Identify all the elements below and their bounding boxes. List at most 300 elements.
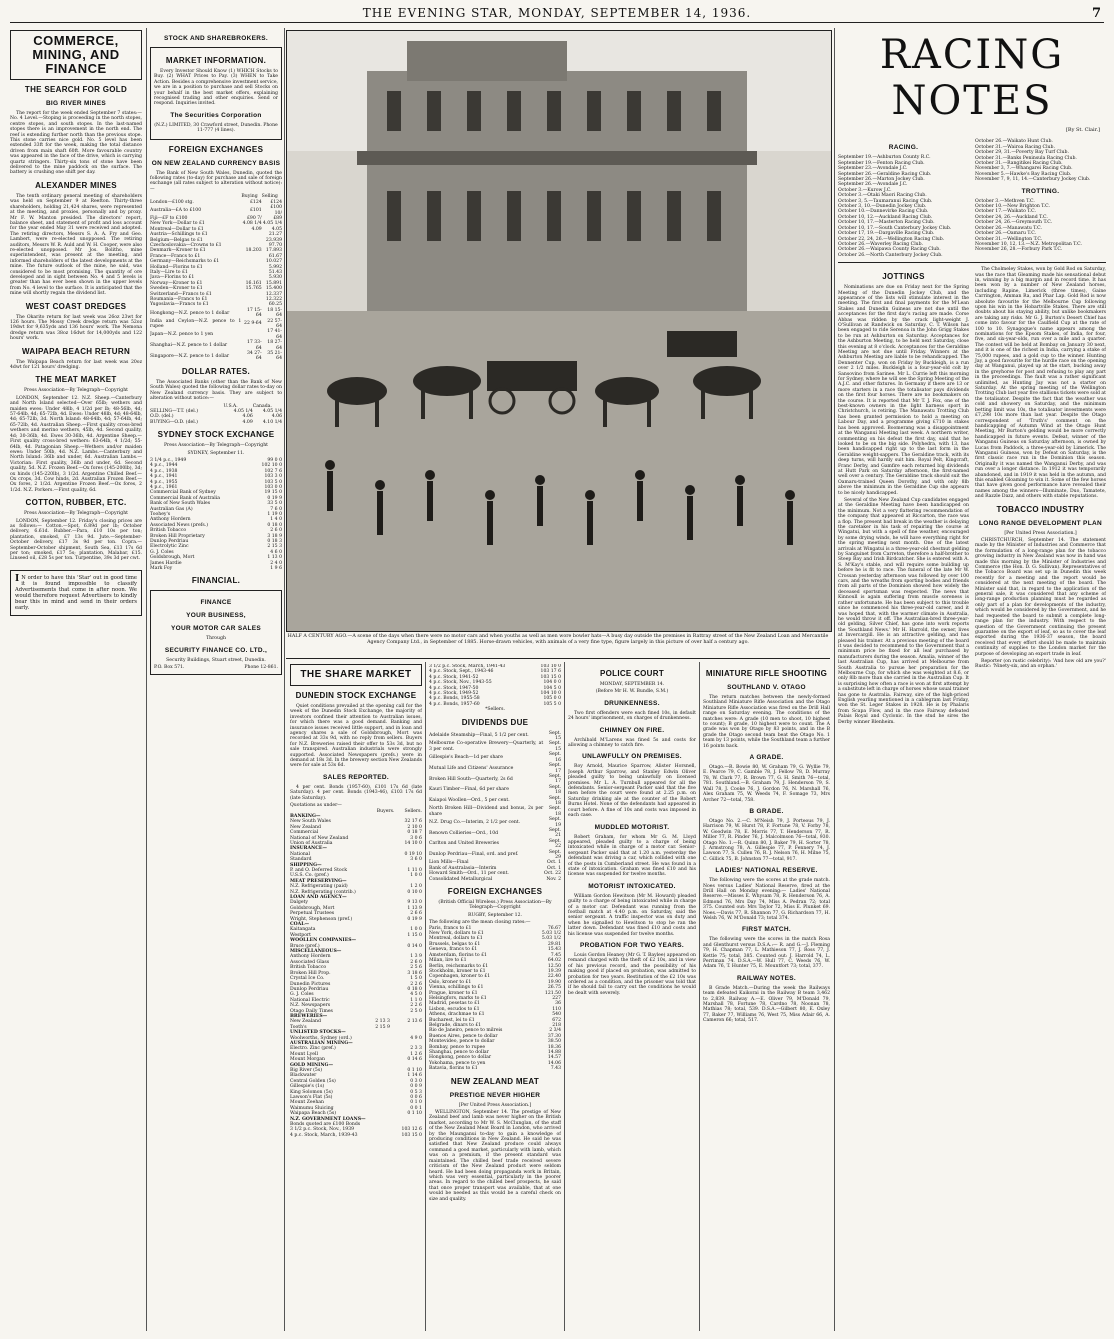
dollar-col-canada: Canada. [252, 403, 272, 409]
intoxicated-text: William Gordon Hewitson (Mr M. Howard) pleaded guilty to a charge of being intoxicated while in charge of a motor car. Defendant was running from the football match at 4.40 p.m. on Saturday, said the senior sergeant. A traffic inspector was on duty and when he signalled to Hewitson to stop he ran the latter down. Defendant was fined £10 and costs and his license was suspended for twelve months. [568, 893, 696, 937]
dividend-row [429, 839, 561, 850]
foreign-row-cell: Madrid, pesetas to £1 [429, 1001, 480, 1007]
forex-row [150, 351, 282, 362]
foreign-intro: The following are the mean closing rates:— [429, 920, 531, 926]
nz-meat-sub: PRESTIGE NEVER HIGHER [449, 1091, 541, 1099]
quotation-cell: 2 13 3 [375, 1019, 390, 1025]
racing-fixture: November 3, 7.—Whangarei Racing Club. [975, 166, 1073, 172]
sydney-row-cell: 2 6 0 [270, 528, 282, 534]
sydney-row-cell: 7 6 0 [270, 506, 282, 512]
quotation-cell: New Zealand [290, 824, 321, 830]
quotation-cell: Mount Lyell [290, 1051, 318, 1057]
dollar-table [150, 404, 282, 426]
sydney-row-cell: Anthony Hordern [150, 517, 191, 523]
dividend-row-cell: Renown Collieries—Ord., 10d [429, 830, 499, 836]
quotations-label: Quotations as under— [290, 803, 342, 809]
racing-fixture: October 10.—Dannevirke Racing Club. [838, 209, 929, 215]
racing-rule [838, 262, 1106, 263]
masthead-rule [10, 22, 1104, 23]
dividend-row-cell: Sept. 22 [548, 838, 561, 850]
forex-row-cell: Germany—Reichsmarks to £1 [150, 259, 220, 265]
forex-row-cell: Italy—Lire to £1 [150, 269, 188, 275]
dividend-row-cell: Consolidated Metallurgical [429, 876, 493, 882]
muddled-text: Robert Graham, for whom Mr G. M. Lloyd appeared, pleaded guilty to a charge of being intoxicated while in charge of a motor car. Senior-sergeant Packer said that at 1.20 a.m. yesterday the defendant was driving a car, which collided with one of the posts in Cumberland street. He was found in a state of intoxication. Graham was fined £10 and his license was suspended for twelve months. [568, 834, 696, 878]
dividend-row-cell: Adelaide Steamship—Final, 5 1/2 per cent. [429, 733, 529, 739]
quotation-cell: Blackwater [290, 1073, 317, 1079]
dividends-heading: DIVIDENDS DUE [461, 717, 529, 727]
commerce-title: COMMERCE, MINING, AND FINANCE [10, 30, 142, 80]
forex-row-cell: 15.400 [265, 286, 282, 292]
sydney-row-cell: 99 0 0 [267, 457, 282, 463]
finance-line-2: YOUR BUSINESS, [186, 612, 246, 620]
quotation-section-table [290, 868, 422, 879]
column-rule [146, 28, 147, 1331]
quotation-cell: 1 11 0 [407, 867, 422, 873]
rifle-column [703, 664, 830, 1334]
quotation-cell: 103 12 6 [401, 1127, 422, 1133]
racing-fixture: September 19.—Fenton Racing Club. [838, 160, 925, 166]
forex-row-cell: 51.43 [268, 269, 282, 275]
column-rule [284, 28, 285, 1331]
racing-fixture: October 26.—North Canterbury Jockey Club. [838, 252, 943, 258]
quotation-sections [290, 814, 422, 1138]
quotation-cell: 4 p.c. Stock, March, 1939-43 [290, 1132, 358, 1138]
forex-row-cell: £124 [270, 199, 282, 205]
sydney-row-cell: 4 6 0 [270, 549, 282, 555]
forex-heading: FOREIGN EXCHANGES [168, 144, 264, 154]
quotation-cell: Commercial [290, 830, 319, 836]
stock-column [150, 30, 282, 1330]
dividend-row-cell: Kaiapoi Woollen—Ord., 5 per cent. [429, 798, 510, 804]
tobacco-credit: [Per United Press Association.] [1004, 530, 1077, 536]
foreign-row-cell: 7.43 [550, 1066, 561, 1072]
foreign-row-cell: 218 [552, 1022, 561, 1028]
foreign-row-cell: Geneva, francs to £1 [429, 947, 478, 953]
dividend-row-cell: Oct. 22 [544, 871, 561, 877]
dividend-row-cell: North Broken Hill—Dividend and bonus, 2s per share [429, 806, 544, 817]
trotting-fixture: October 26.—Oamaru T.C. [975, 231, 1037, 237]
column-rule [564, 662, 565, 1331]
intoxicated-heading: MOTORIST INTOXICATED. [588, 882, 676, 890]
search-gold-text: The report for the week ended September 7 states:— No. 4 Level.—Stoping is proceeding in the north stopes, centre stopes, and south stopes. In the last-named stopes there is an improvement in the north end. The reef is extending further north than the previous stope. This stone carries nice gold. No. 5 level has been extended 33ft for the week, making the total distance driven from main shaft 60ft. More favourable country was appeared in the face of the drive, which is carrying quartz stringers. Thirty-six tons of stone have been delivered to the mine paddock on the surface. The battery is crushing one shift per day. [10, 111, 142, 176]
quotation-section-table [290, 1068, 422, 1117]
quotation-section-heading: WOOLLEN COMPANIES— [290, 938, 357, 944]
quotation-cell: 14 10 0 [404, 840, 422, 846]
racing-fixture: October 29, 31.—Poverty Bay Turf Club. [975, 150, 1069, 156]
quotation-cell: National [290, 851, 311, 857]
big-river-heading: BIG RIVER MINES [45, 100, 107, 107]
dollar-row [150, 420, 282, 425]
sales-reported-heading: SALES REPORTED. [323, 773, 389, 781]
sydney-row-cell: British Tobacco [150, 528, 187, 534]
quotation-cell: 0 1 10 [407, 1068, 422, 1073]
quotation-section-table [290, 927, 422, 938]
dividend-row [429, 796, 561, 807]
sydney-row-cell: Associated News (prefs.) [150, 522, 208, 528]
racing-fixture: November 5.—Hawke's Bay Racing Club. [975, 171, 1072, 177]
quotation-cell: Dalgety [290, 900, 308, 906]
dividend-row-cell: Sept. 19 [548, 817, 561, 828]
quotation-cell: 0 3 0 [410, 1078, 422, 1084]
foreign-dateline: RUGBY, September 12. [467, 912, 522, 918]
racing-fixture: November 7, 9, 11, 14.—Canterbury Jockey Club. [975, 177, 1091, 183]
forex-col-buying: Buying [241, 194, 258, 200]
page-number: 7 [1091, 6, 1102, 21]
quotation-cell: 0 18 0 [407, 986, 422, 992]
quotation-cell: N.Z. Newspapers [290, 1003, 331, 1009]
dividend-row-cell: Sept. 15 [548, 741, 561, 752]
sydney-row-cell: 1 19 0 [267, 512, 282, 517]
dividend-row-cell: Kauri Timber—Final, 6d per share [429, 787, 509, 793]
dollar-row-cell: 4.05 1/4 [262, 408, 282, 414]
forex-row-cell: 18 15-64 [267, 307, 282, 319]
search-gold-heading: THE SEARCH FOR GOLD [24, 85, 128, 94]
racing-byline: [By St. Clair.] [1065, 127, 1100, 133]
fixtures-heading: RACING. [888, 144, 919, 152]
foreign-row-cell: Bucharest, lei to £1 [429, 1017, 475, 1023]
quotation-section-heading: MISCELLANEOUS— [290, 949, 342, 955]
market-info-ad [150, 47, 282, 140]
forex-row-cell: Holland—Florins to £1 [150, 264, 203, 270]
racing-fixture: October 31.—Rangitikei Racing Club. [975, 161, 1063, 167]
racing-fixture: October 10, 12.—Auckland Racing Club. [838, 214, 933, 220]
racing-fixture: October 26.—Waikato Hunt Club. [975, 139, 1053, 145]
govt-loan-row-cell: 103 17 6 [540, 669, 561, 675]
dunedin-exchange-heading: DUNEDIN STOCK EXCHANGE [295, 691, 417, 700]
racing-title: RACING NOTES [879, 32, 1065, 124]
quotation-cell: 1 2 0 [410, 884, 422, 890]
foreign-row-cell: Amsterdam, florins to £1 [429, 952, 487, 958]
forex-row-cell: Switzerland—Francs to £1 [150, 291, 212, 297]
quotation-cell: 32 17 6 [404, 819, 422, 825]
quotation-section-table [290, 819, 422, 846]
dividend-row [429, 785, 561, 796]
quotation-cell: British Tobacco [290, 965, 327, 971]
dividend-row-cell: Sept. 15 [548, 730, 561, 742]
quotation-cell: Dunlop Perdriau [290, 986, 329, 992]
racing-fixture: October 3.—Otaki Maori Racing Club. [838, 193, 927, 199]
rifle-text: The return matches between the newly-formed Southland Miniature Rifle Association and the Otago Miniature Rifle Association was fired on the Drill Hall range on Saturday evening. The conditions of the matches were: A grade (10 men to shoot, 10 highest to count); B grade, 10 highest were to count. The A grade was won by Otago by 83 points, and in the B grade the Otago second team beat the Otago No. 1 team by 13 points, while the Southland team a further 16 points back. [703, 695, 830, 749]
foreign-row-cell: 14.88 [547, 1050, 561, 1055]
quotation-cell: N.Z. Refrigerating (paid) [290, 884, 348, 890]
quotation-cell: Woolworths, Sydney (ord.) [290, 1035, 352, 1041]
forex-row-cell: 4.09 [251, 226, 262, 232]
forex-row [150, 319, 282, 330]
col-buyers: Buyers. [376, 808, 395, 814]
foreign-row-cell: Helsingfors, marks to £1 [429, 995, 487, 1001]
dividend-row-cell: Sept. 21 [548, 827, 561, 839]
sydney-row-cell: 4 p.c., 1961 [150, 484, 178, 490]
dividends-table [429, 731, 561, 882]
forex-row-cell: Austria—Schillings to £1 [150, 232, 208, 238]
foreign-row-cell: 37.30 [547, 1033, 561, 1039]
foreign-exchanges-heading: FOREIGN EXCHANGES [447, 887, 543, 897]
forex-row-cell: 18.203 [245, 248, 262, 254]
quotation-cell: Lawson's Flat (5s) [290, 1095, 333, 1101]
quotation-row [290, 1133, 422, 1138]
rifle-sub: SOUTHLAND V. OTAGO [727, 684, 806, 691]
sydney-row-cell: 4 p.c., 1941 [150, 474, 178, 480]
share-market-text: Quiet conditions prevailed at the opening call for the week of the Dunedin Stock Exchange, the majority of investors confined their attention to Australian issues, for which there was a good demand. Banking and insurance issues received little support, and in loan and agency shares a sale of Goldsbrough, Mort was recorded at 33s 9d, with no reply from sellers. Buyers for N.Z. Breweries raised their offer to 53s 3d, but no sale transpired. Australian industrials were strongly supported. Associated Newspapers (prefs.) were in demand at 18s 3d. In the brewery section New Zealands were for sale at 53s 6d. [290, 704, 422, 769]
forex-row-cell: Czechoslovakia—Crowns to £1 [150, 242, 222, 248]
forex-row-cell: 5.930 [268, 275, 282, 281]
quotation-cell: Mount Zeehan [290, 1100, 324, 1106]
foreign-row-cell: 26.75 [547, 985, 561, 991]
quotation-cell: National Electric [290, 997, 330, 1003]
quotation-cell: Westport [290, 932, 312, 938]
govt-loan-row-cell: 104 5 0 [543, 685, 561, 691]
railway-text: B Grade Match.—During the week the Railways team defeated Kaikorai in the Railway B team 3,462 to 2,839. Railway A.—E. Oliver 79, M'Donald 79, Marshall 78, Fortune 78, Cardno 78, Noonan 78, Mathias 78; total, 539. D.S.A.—Gilbert 80, E. Oxley 77, Baker 77, Williams 76, West 75, Miss Adair 66, A. Cameron 66; total, 517. [703, 985, 830, 1024]
meat-market-text: LONDON, September 12. N.Z. Sheep.—Canterbury and North Island selected—Over 65lb; wethers and maiden ewes: Under 48lb, 4 1/2d per lb; 48-56lb, 4d; 57-64lb, 4d; 65-72lb, 4d. Ewes: Under 48lb, 4d; 48-64lb, 4d; 65-72lb, 3d. North Island: 48-64lb, 4d; 57-64lb, 4d; 65-72lb, 4d. Australian Sheep.—First quality cross-bred wethers and merino wethers, 45lb, 4d. Second quality, 4d; 30-36lb, 4d. Ewes 30-36lb, 4d. Argentine Sheep.—First quality cross-bred wethers: 63-64lb, 4 1/2d; 55-64lb, 4d. Patagonian Sheep.—Wethers and/or maiden ewes: Under 50lb, 4d. N.Z. Lambs.—Canterbury and North Island: 36lb and under, 6d. Australian Lambs.—Victorian: First quality, 36lb and under, 6d. Second quality, 5d. N.Z. Frozen Beef.—Ox fores (145-200lb), 3d; ox hinds (145-220lb), 3 1/2d. Argentine Chilled Beef.—Ox crops, 3d. Cow hinds, 2d. Australian Frozen Beef.—Ox fores, 2 1/2d. Argentine Frozen Beef.—Ox fores, 2 1/2d. N.Z. Porkers.—First quality, 6d. [10, 395, 142, 493]
sydney-row-cell: Commercial Bank of Australia [150, 495, 220, 501]
finance-line-3: YOUR MOTOR CAR SALES [170, 625, 262, 633]
quotation-section-heading: UNLISTED STOCKS— [290, 1030, 346, 1036]
quotation-cell: 2 13 6 [407, 1019, 422, 1025]
foreign-row-cell: Montevideo, pence to dollar [429, 1039, 495, 1045]
dividends-column [429, 664, 561, 1334]
quotation-cell: Perpetual Trustees [290, 911, 335, 917]
west-coast-text: The Okarito return for last week was 26oz 23wt for 126 hours. The Mossy Creek dredge return was 52oz 19dwt for 9,635yds and 136 hours' work. The Nemona dredge return was 38oz 16dwt for 14,000yds and 122 hours' work. [10, 314, 142, 342]
foreign-row-cell: 22.40 [547, 974, 561, 980]
quotation-section-heading: GOLD MINING— [290, 1062, 334, 1068]
tobacco-sub: LONG RANGE DEVELOPMENT PLAN [979, 519, 1102, 527]
quotation-cell: 0 0 1 [410, 1105, 422, 1111]
racing-fixture: September 26.—Marton Jockey Club. [838, 177, 925, 183]
dollar-row-cell: 4.06 [242, 414, 253, 420]
forex-row-cell: Java—Florins to £1 [150, 275, 195, 281]
quotation-cell: 1 13 9 [407, 905, 422, 911]
quotation-cell: 103 15 0 [401, 1132, 422, 1138]
foreign-row-cell: 12.50 [547, 963, 561, 969]
cotton-heading: COTTON, RUBBER, ETC. [25, 498, 127, 508]
dividend-row-cell: Sept. 29 [548, 849, 561, 860]
quotation-cell: 2 2 6 [410, 981, 422, 987]
govt-loan-row-cell: 103 10 0 [540, 664, 561, 669]
b-grade-text: Otago No. 2.—C. M'Neish 79, J. Porteous 79, J. Harrison 79, W. Hurst 78, F. Fortune 78, V. Forby 78, W. Goodwin 78, E. Morris 77, T. Henderson 77, R. Miller 77, R. Pinder 76, J. Malcolmson 76—total, 930. Otago No. 1.—R. Quinn 80, J. Baker 79, H. Sorter 78, J. Armstrong 78, A. Gillespie 77, P. Fennery 74, J. Lawson 77, S. Cullen 76, R. J. Nelson 76, H. Milne 75, C. Gillick 75, B. Johnston 77—total, 917. [703, 818, 830, 862]
quotation-cell: 2 15 9 [375, 1024, 390, 1030]
foreign-row-cell: 2 3/4 [549, 1028, 561, 1034]
quotation-cell: Dunedin Pictures [290, 981, 331, 987]
sydney-row-cell: 103 5 0 [264, 479, 282, 485]
sydney-row-cell: Bank of New South Wales [150, 501, 211, 507]
racing-fixture: October 22, 24, 26.—Wellington Racing Club. [838, 236, 945, 242]
quotation-section-heading: BREWERIES— [290, 1013, 328, 1019]
nz-meat-heading: NEW ZEALAND MEAT [450, 1076, 540, 1086]
foreign-row-cell: 29.81 [547, 941, 561, 947]
sydney-row-cell: 102 7 6 [264, 468, 282, 474]
quotation-cell: 3 6 0 [410, 857, 422, 863]
foreign-row-cell: 14.06 [547, 1060, 561, 1066]
quotation-cell: Standard [290, 857, 312, 863]
commerce-column [10, 30, 142, 1330]
sydney-row-cell: 102 10 0 [261, 463, 282, 469]
securities-address: (N.Z.) LIMITED, 30 Crawford street, Dunedin. Phone 11-777 (4 lines). [154, 122, 278, 134]
trotting-fixture: October 10.—New Brighton T.C. [975, 204, 1050, 210]
dividend-row-cell: Gillespie's Beach—1d per share [429, 754, 503, 760]
govt-loan-row-cell: 4 p.c. Bonds, 1957-60 [429, 701, 480, 707]
quotation-cell: Waimumu Sluicing [290, 1105, 334, 1111]
foreign-row-cell: 110 [552, 1006, 561, 1012]
racing-fixture: September 26.—Geraldine Racing Club. [838, 171, 932, 177]
forex-row-cell: 21.27 [268, 232, 282, 238]
dividend-row-cell: Sept. 18 [548, 795, 561, 806]
forex-row-cell: £124 [249, 199, 262, 205]
sydney-row-cell: Dunlop Perdriau [150, 539, 189, 545]
govt-loan-row-cell: 105 0 0 [543, 696, 561, 702]
dollar-row-cell: 4.05 1/4 [233, 408, 253, 414]
ladies-text: The following were the scores at the grade match. Noes versus Ladies' National Reserve, fired at the Drill Hall on Monday evening:— Ladies' National Reserve.—Misses E. Whysam 78, R. Henderson 76, A. Edmond 76, Mrs Day 74, Miss A. Pedran 72; total 375. Counted out: Mrs Taylor 72, Miss E. Plunket 69. Noes.—Davis 77, R. Shannon 77, G. Richardson 77, H. Welsh 76, W. M'Donald 73; total 374. [703, 878, 830, 921]
dividend-row-cell: Oct. 1 [546, 865, 561, 871]
trotting-fixture: November 10, 12, 13.—N.Z. Metropolitan T.C. [975, 241, 1082, 247]
fixtures-right [975, 139, 1106, 258]
quotation-cell: 2 5 6 [410, 965, 422, 971]
quotation-cell: Kaitangata [290, 927, 316, 933]
quotation-section-heading: COAL— [290, 922, 310, 928]
trotting-fixture: October 31.—Wellington T.C. [975, 236, 1043, 242]
forex-row-cell: 17 15-64 [246, 307, 262, 319]
foreign-row-cell: 7.45 [550, 952, 561, 958]
foreign-row-cell: Belgrade, dinars to £1 [429, 1022, 482, 1028]
foreign-row-cell: 5.03 1/2 [541, 931, 561, 937]
forex-row-cell: 18 27-64 [267, 340, 282, 351]
quotation-cell: 1 3 9 [410, 954, 422, 960]
first-match-heading: FIRST MATCH. [742, 926, 791, 934]
sydney-row-cell: Broken Hill Proprietary [150, 533, 205, 539]
racing-fixture: October 31.—Banks Peninsula Racing Club. [975, 155, 1077, 161]
sydney-row-cell: 1 13 0 [267, 555, 282, 561]
photo-illustration [287, 31, 831, 631]
column-rule [425, 662, 426, 1331]
waipapa-heading: WAIPAPA BEACH RETURN [21, 346, 131, 356]
foreign-row-cell: New York, dollars to £1 [429, 931, 484, 937]
racing-fixture: September 19.—Ashburton County R.C. [838, 155, 931, 161]
govt-loan-row-cell: 4 p.c. Stock, 1949-52 [429, 691, 479, 697]
govt-loan-row-cell: 4 p.c. Bonds, 1955-58 [429, 696, 480, 702]
meat-market-heading: THE MEAT MARKET [35, 375, 117, 385]
forex-row-cell: 10.027 [265, 259, 282, 265]
forex-row-cell: 5.992 [268, 264, 282, 270]
drunkenness-heading: DRUNKENNESS. [604, 699, 660, 707]
quotation-cell: 0 14 0 [407, 943, 422, 949]
sydney-row-cell: G. J. Coles [150, 549, 174, 555]
quotation-section-heading: MEAT PRESERVING— [290, 878, 347, 884]
forex-row-cell: £101 [249, 207, 262, 213]
quotation-cell: U.S.S. Co. (pref.) [290, 873, 329, 879]
quotation-section-heading: BANKING— [290, 813, 321, 819]
market-info-text: Every Investor Should Know (1) WHICH Stocks to Buy. (2) WHAT Prices to Pay. (3) WHEN to Take Action. Besides a comprehensive investment service, we are in a position to purchase and sell Stocks on your behalf in the best market offers, explaining recognised trading and other enquiries. Send or respond. Inquiries invited. [154, 69, 278, 107]
forex-row-cell: France—Francs to £1 [150, 253, 201, 259]
forex-row-cell: London—£100 stg. [150, 199, 194, 205]
forex-row [150, 308, 282, 319]
govt-loan-row-cell: 105 5 0 [543, 701, 561, 707]
forex-row-cell: Japan—N.Z. pence to 1 yen [150, 332, 214, 338]
quotation-cell: Gillespie's (1s) [290, 1084, 325, 1090]
quotation-cell: New South Wales [290, 819, 331, 825]
alexander-text: The tenth ordinary general meeting of shareholders was held on September 9 at Reefton. Thirty-three shareholders, holding 21,424 shares, were represented at the meeting, and proxies, personally and by proxy. Mr F. W. Manton presided. The directors' report, balance sheet, and statement of profit and loss account for the year ended May 31 were received and adopted. The retiring directors, Messrs S. A. A. Fry and Geo. Lambert, were re-elected unopposed. The retiring auditors, Messrs W. R. Auld and W. H. Cooper, were also re-elected unopposed. Mr Jos. Bolitho, mine superintendent, was present at the meeting, and informed shareholders of the latest developments at the mine. The future outlook of the mine, he said, was considered to be most promising. The quantity of ore developed and in sight between No. 4 and 5 levels is greater than has ever been shown in the upper levels from No. 4 level to the surface. It is anticipated that the mine will shortly regain the dividend list. [10, 193, 142, 297]
govt-loan-row-cell: 104 10 0 [540, 691, 561, 697]
quotation-cell: 1 1 0 [410, 997, 422, 1003]
quotation-cell: 2 6 6 [410, 911, 422, 917]
foreign-row-cell: 121.50 [544, 990, 561, 996]
foreign-row-cell: Rio de Janeiro, pence to milreis [429, 1028, 503, 1034]
quotation-cell: 0 0 9 [410, 1084, 422, 1090]
forex-row-cell: 60.25 [268, 302, 282, 308]
quotation-cell: Waipapa Beach (5s) [290, 1111, 337, 1117]
forex-row-cell: 23.939 [265, 237, 282, 243]
foreign-row-cell: Shanghai, pence to dollar [429, 1050, 489, 1055]
finance-ad [150, 590, 282, 674]
police-date: MONDAY, SEPTEMBER 14. [599, 682, 665, 687]
chimney-text: Archibald M'Larens was fined 5s and costs for allowing a chimney to catch fire. [568, 737, 696, 749]
quotation-cell: 4 9 0 [410, 1035, 422, 1041]
dollar-row-cell: 4.06 [271, 414, 282, 420]
trotting-heading: TROTTING. [1021, 187, 1060, 195]
quotation-cell: P. and O. Deferred Stock [290, 867, 348, 873]
photo-rule [286, 658, 830, 659]
foreign-row-cell: 19.90 [547, 979, 561, 985]
quotation-cell: Bruce (pref.) [290, 943, 320, 949]
racing-fixture: October 3.—Kurow J.C. [838, 187, 892, 193]
forex-row-cell: 4.05 1/4 [262, 221, 282, 227]
unlawful-heading: UNLAWFULLY ON PREMISES. [582, 753, 682, 761]
quotation-section-table [290, 900, 422, 922]
foreign-row-cell: Buenos Aires, pence to dollar [429, 1033, 498, 1039]
quotation-cell: 9 13 0 [407, 900, 422, 906]
foreign-row-cell: 5.03 1/2 [541, 936, 561, 942]
forex-row-cell: 16.161 [245, 280, 262, 286]
quotation-cell: Big River (5s) [290, 1068, 323, 1073]
dividend-row-cell: Mutual Life and Citizens' Assurance [429, 765, 514, 771]
racing-fixture: October 10, 17.—Masterton Racing Club. [838, 220, 935, 226]
sydney-row-cell: 0 18 0 [267, 522, 282, 528]
racing-body [838, 267, 1106, 727]
sales-reported-text: 4 per cent. Bonds (1957-60), £101 17s 6d (late Saturday). 4 per cent. Bonds (1943-46), £103 17s 6d (late Saturday). [290, 784, 422, 801]
quotation-cell: Crystal Ice Co. [290, 976, 325, 982]
forex-row-cell: 4.05 [271, 226, 282, 232]
dividend-row-cell: Sept. 18 [548, 806, 561, 817]
dividend-row-cell: Oct. 1 [546, 860, 561, 866]
quotation-cell: 2 5 0 [410, 1008, 422, 1014]
dividend-row-cell: Lion Mills—Final [429, 860, 469, 866]
foreign-row-cell: Paris, francs to £1 [429, 925, 472, 931]
nz-meat-text: WELLINGTON, September 14. The prestige of New Zealand beef and lamb was never higher on the British market, according to Mr W. S. McClunglan, of the staff of the New Zealand Meat Board in London, who arrived by the Maunganui to-day to gain a knowledge of producing conditions in New Zealand. He said he was satisfied that New Zealand produce could always command a good market, particularly with lamb, which was on a premium, if the present standard was maintained. The chilled beef trade received severe criticism of the New Zealand product were seldom heard. He had been doing propaganda work in Britain, which was very essential, particularly in the poorer areas. In regard to the chilled beef prospects, he said that once proper transport was available, that at one would be needed as this would be a careful check on size and quality. [429, 1110, 561, 1202]
first-match-text: The following were the scores in the match Rosa and Glenthurst versus D.S.A.:— R. and G.—J. Fleming 79, H. Chapman 77, L. Mathieson 77, J. Ross 77, J. Kettle 75; total, 385. Counted out: J. Harrold 74, L. Perriman 74. D.S.A.—W. Hull 77, C. Weeds 76, W. Adam 76, T. Hunter 75, E. Mountfort 73; total, 377. [703, 937, 830, 970]
a-grade-heading: A GRADE. [749, 754, 784, 762]
sydney-row-cell: 0 19 9 [267, 495, 282, 501]
forex-row-cell: 12.337 [265, 291, 282, 297]
sydney-row [150, 566, 282, 571]
dollar-row-cell: O.D. (del.) [150, 414, 174, 420]
racing-fixture: October 31.—Wairoa Racing Club. [975, 144, 1055, 150]
notice-text: N order to have this 'Star' out in good time it is found impossible to classify Advertisements that come in after noon. We would therefore request Advertisers to kindly bear this in mind and send in their orders early. [15, 574, 137, 611]
sydney-row-cell: 103 0 0 [264, 484, 282, 490]
quotation-cell: Otago Daily Times [290, 1008, 333, 1014]
forex-row-cell: 34 27-64 [246, 351, 262, 362]
foreign-row-cell: Copenhagen, kroner to £1 [429, 974, 491, 980]
foreign-row-cell: Brussels, belgas to £1 [429, 941, 481, 947]
foreign-table [429, 926, 561, 1072]
fixtures-left [838, 139, 969, 258]
chimney-heading: CHIMNEY ON FIRE. [599, 726, 665, 734]
sydney-row-cell: 4 p.c., 1944 [150, 463, 178, 469]
sydney-row-cell: 4 p.c., 1938 [150, 468, 178, 474]
quotation-section-heading: AUSTRALIAN MINING— [290, 1040, 353, 1046]
foreign-credit: (British Official Wireless.) Press Association—By Telegraph—Copyright [438, 900, 552, 911]
trotting-fixture: October 26.—Manawatu T.C. [975, 225, 1042, 231]
quotation-cell: Wright, Stephenson (pref.) [290, 916, 353, 922]
quotation-cell: Anthony Hordern [290, 954, 331, 960]
foreign-row-cell: 76.67 [547, 925, 561, 931]
